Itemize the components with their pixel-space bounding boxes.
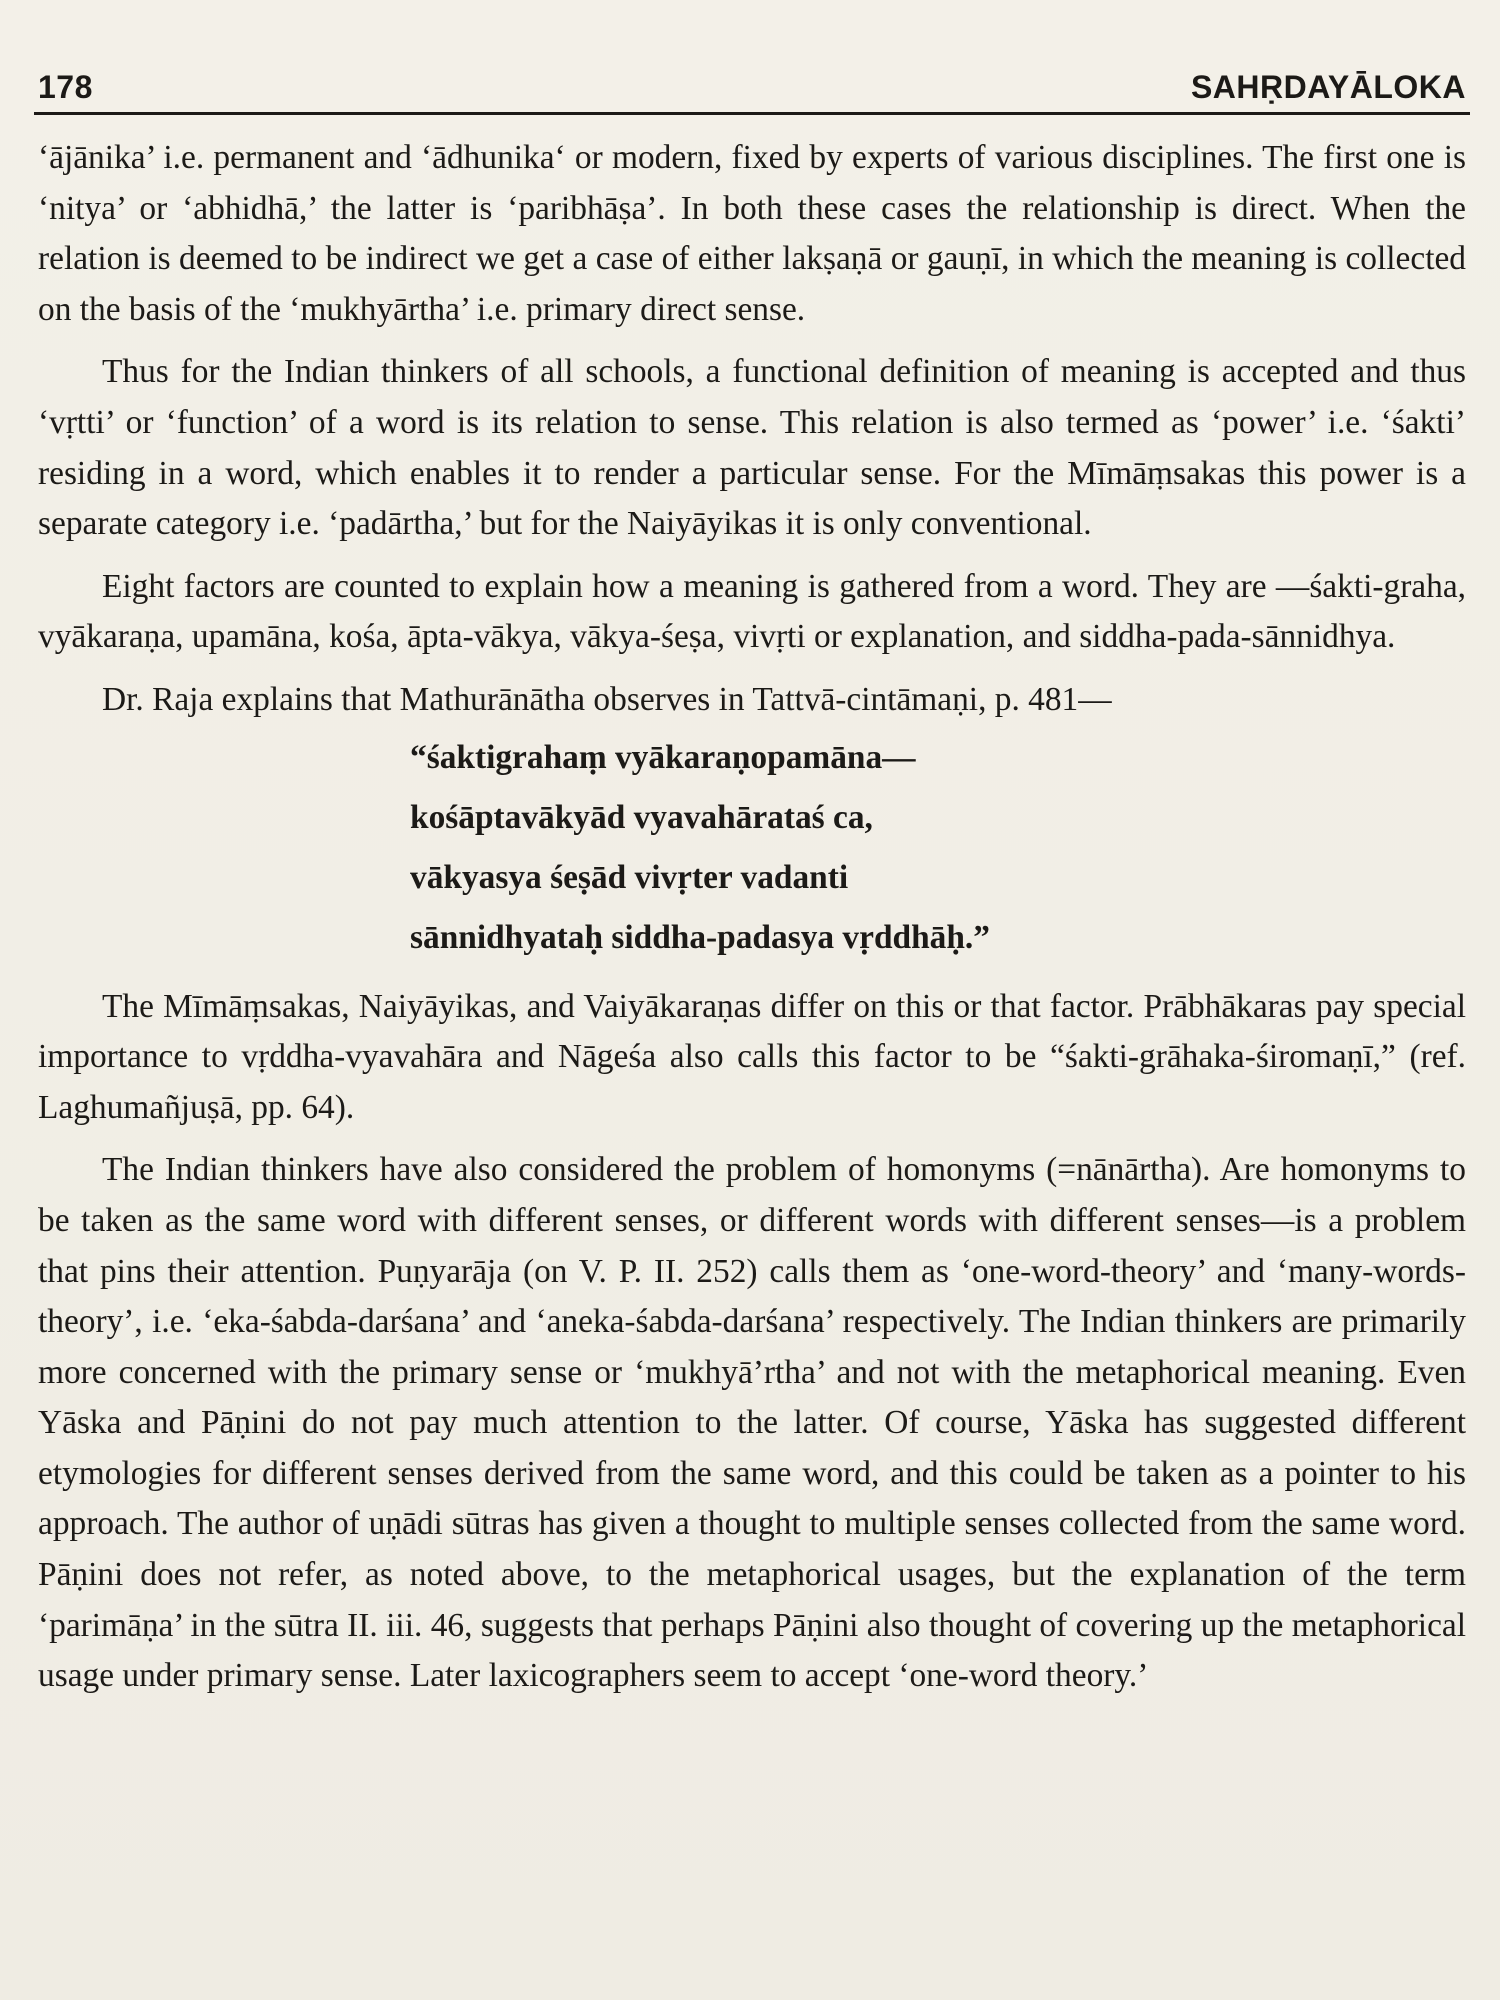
body-text (34, 133, 1470, 1702)
verse-line-2: kośāptavākyād vyavahārataś ca, (410, 798, 873, 836)
paragraph-3: Eight factors are counted to explain how a meaning is gathered from a word. They are —śakti-graha, vyākaraṇa, upamāna, kośa, āpta-vākya, vākya-śeṣa, vivṛti or explanation, and siddha-pada-sānnidhya. (38, 567, 1466, 656)
header-rule (34, 112, 1470, 115)
paragraph-5: The Mīmāṃsakas, Naiyāyikas, and Vaiyākaraṇas differ on this or that factor. Prābhākaras pay special importance to vṛddha-vyavahāra and Nāgeśa also calls this factor to be “śakti-grāhaka-śiromaṇī,” (ref. Laghumañjuṣā, pp. 64). (38, 987, 1466, 1126)
paragraph-1: ‘ājānika’ i.e. permanent and ‘ādhunika‘ or modern, fixed by experts of various disciplines. The first one is ‘nitya’ or ‘abhidhā,’ the latter is ‘paribhāṣa’. In both these cases the relationship is direct. When the relation is deemed to be indirect we get a case of either lakṣaṇā or gauṇī, in which the meaning is collected on the basis of the ‘mukhyārtha’ i.e. primary direct sense. (38, 139, 1466, 328)
running-title: SAHṚDAYĀLOKA (1190, 69, 1466, 105)
paragraph-4: Dr. Raja explains that Mathurānātha observes in Tattvā-cintāmaṇi, p. 481— (102, 680, 1112, 718)
running-head (34, 58, 1470, 112)
verse-line-1: “śaktigrahaṃ vyākaraṇopamāna— (410, 738, 916, 776)
paragraph-6: The Indian thinkers have also considered the problem of homonyms (=nānārtha). Are homonyms to be taken as the same word with different senses, or different words with different senses—is a problem that pins their attention. Puṇyarāja (on V. P. II. 252) calls them as ‘one-word-theory’ and ‘many-words-theory’, i.e. ‘eka-śabda-darśana’ and ‘aneka-śabda-darśana’ respectively. The Indian thinkers are primarily more concerned with the primary sense or ‘mukhyā’rtha’ and not with the metaphorical meaning. Even Yāska and Pāṇini do not pay much attention to the latter. Of course, Yāska has suggested different etymologies for different senses derived from the same word, and this could be taken as a pointer to his approach. The author of uṇādi sūtras has given a thought to multiple senses collected from the same word. Pāṇini does not refer, as noted above, to the metaphorical usages, but the explanation of the term ‘parimāṇa’ in the sūtra II. iii. 46, suggests that perhaps Pāṇini also thought of covering up the metaphorical usage under primary sense. Later laxicographers seem to accept ‘one-word theory.’ (38, 1151, 1466, 1695)
verse-line-3: vākyasya śeṣād vivṛter vadanti (410, 858, 849, 896)
page-number: 178 (38, 69, 93, 105)
paragraph-2: Thus for the Indian thinkers of all schools, a functional definition of meaning is accepted and thus ‘vṛtti’ or ‘function’ of a word is its relation to sense. This relation is also termed as ‘power’ i.e. ‘śakti’ residing in a word, which enables it to render a particular sense. For the Mīmāṃsakas this power is a separate category i.e. ‘padārtha,’ but for the Naiyāyikas it is only conventional. (38, 353, 1466, 543)
verse-line-4: sānnidhyataḥ siddha-padasya vṛddhāḥ.” (410, 918, 990, 956)
sanskrit-verse (410, 728, 1466, 968)
